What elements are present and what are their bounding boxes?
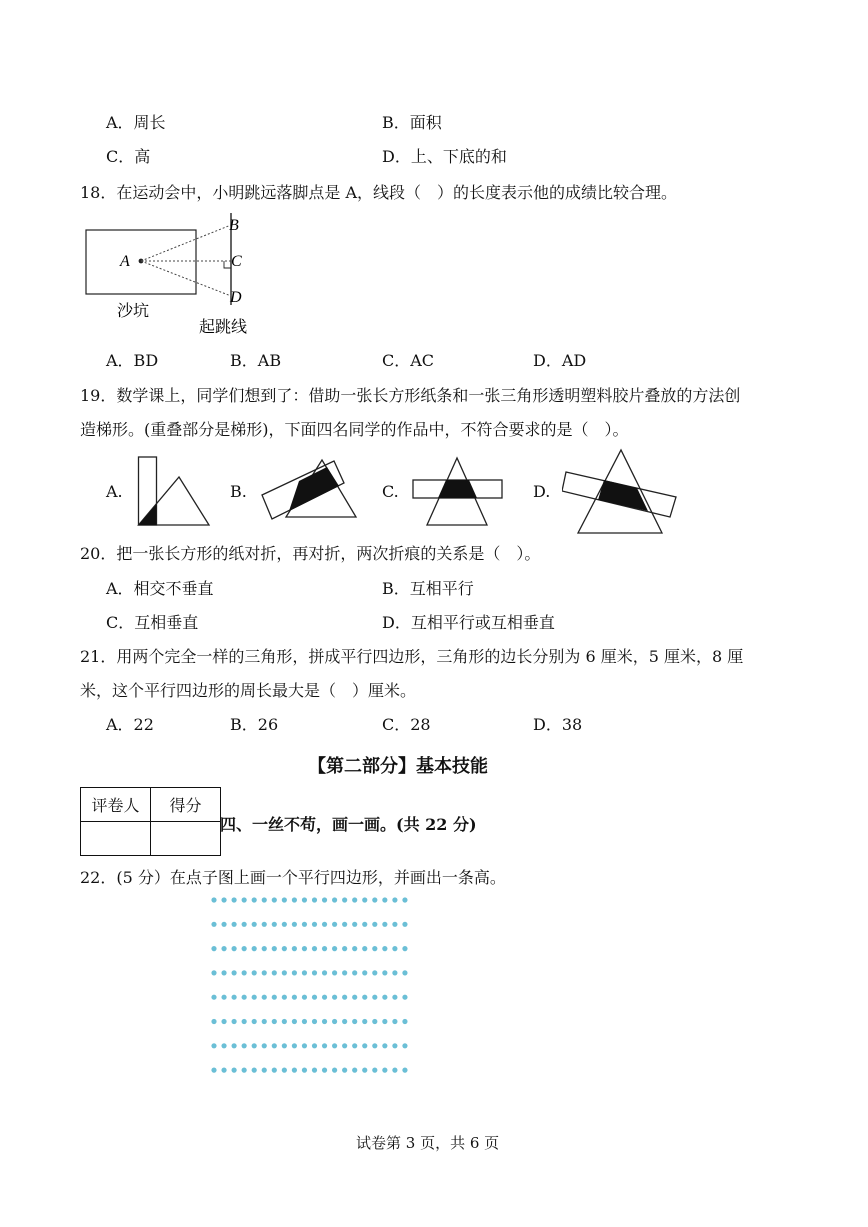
grid-dot <box>352 922 357 927</box>
grid-dot <box>282 946 287 951</box>
grid-dot <box>272 1043 277 1048</box>
q18-option-b: B．AB <box>230 351 282 370</box>
grid-dot <box>362 1068 367 1073</box>
grid-dot <box>402 897 407 902</box>
grid-dot <box>342 1043 347 1048</box>
grid-dot <box>342 1019 347 1024</box>
grid-dot <box>282 995 287 1000</box>
grid-dot <box>252 970 257 975</box>
grid-dot <box>342 946 347 951</box>
q17-option-a: A．周长 <box>106 113 166 132</box>
q21-stem-line2: 米，这个平行四边形的周长最大是（ ）厘米。 <box>80 681 417 700</box>
grid-dot <box>352 946 357 951</box>
grid-dot <box>312 995 317 1000</box>
grid-dot <box>292 922 297 927</box>
grid-dot <box>382 1043 387 1048</box>
grader-cell[interactable] <box>81 822 151 856</box>
grid-dot <box>262 922 267 927</box>
grid-dot <box>211 1068 216 1073</box>
grid-dot <box>232 970 237 975</box>
grid-dot <box>342 970 347 975</box>
grid-dot <box>302 946 307 951</box>
grid-dot <box>282 897 287 902</box>
q19-figure-b <box>256 455 362 527</box>
grid-dot <box>382 946 387 951</box>
grid-dot <box>402 922 407 927</box>
grid-dot <box>211 1019 216 1024</box>
grid-dot <box>232 995 237 1000</box>
grid-dot <box>322 1068 327 1073</box>
grid-dot <box>262 970 267 975</box>
grid-dot <box>322 922 327 927</box>
grader-header: 评卷人 <box>81 788 151 822</box>
grid-dot <box>402 1043 407 1048</box>
grid-dot <box>242 897 247 902</box>
grid-dot <box>272 1019 277 1024</box>
take-off-line-label: 起跳线 <box>199 317 248 336</box>
grid-dot <box>292 995 297 1000</box>
grid-dot <box>362 970 367 975</box>
grid-dot <box>392 922 397 927</box>
grid-dot <box>302 1043 307 1048</box>
grid-dot <box>221 995 226 1000</box>
q18-option-c: C．AC <box>382 351 435 370</box>
grid-dot <box>252 1068 257 1073</box>
grid-dot <box>252 897 257 902</box>
grid-dot <box>342 995 347 1000</box>
grid-dot <box>382 970 387 975</box>
grid-dot <box>382 897 387 902</box>
q19-label-c: C. <box>382 482 399 501</box>
grid-dot <box>352 1043 357 1048</box>
grid-dot <box>221 1043 226 1048</box>
grid-dot <box>322 1043 327 1048</box>
score-header: 得分 <box>151 788 221 822</box>
grid-dot <box>322 897 327 902</box>
grid-dot <box>392 1019 397 1024</box>
q21-option-d: D．38 <box>533 715 583 734</box>
q17-option-b: B．面积 <box>382 113 442 132</box>
grid-dot <box>352 1019 357 1024</box>
grid-dot <box>382 995 387 1000</box>
grid-dot <box>342 897 347 902</box>
grid-dot <box>262 995 267 1000</box>
grid-dot <box>332 946 337 951</box>
grid-dot <box>402 1019 407 1024</box>
grid-dot <box>272 995 277 1000</box>
grid-dot <box>221 1068 226 1073</box>
grid-dot <box>262 1019 267 1024</box>
grid-dot <box>402 1068 407 1073</box>
grid-dot <box>332 1019 337 1024</box>
grid-dot <box>242 922 247 927</box>
grid-dot <box>372 922 377 927</box>
grid-dot <box>362 946 367 951</box>
q21-option-c: C．28 <box>382 715 431 734</box>
grid-dot <box>322 995 327 1000</box>
grid-dot <box>312 946 317 951</box>
grid-dot <box>272 897 277 902</box>
grid-dot <box>211 995 216 1000</box>
grid-dot <box>362 1043 367 1048</box>
grid-dot <box>342 922 347 927</box>
q19-figure-c <box>410 453 506 529</box>
grid-dot <box>282 970 287 975</box>
grid-dot <box>252 1043 257 1048</box>
grid-dot <box>292 946 297 951</box>
grid-dot <box>312 1043 317 1048</box>
grid-dot <box>262 1043 267 1048</box>
q17-option-d: D．上、下底的和 <box>382 147 507 166</box>
grid-dot <box>282 1043 287 1048</box>
grid-dot <box>242 970 247 975</box>
grid-dot <box>232 1019 237 1024</box>
grid-dot <box>372 995 377 1000</box>
q18-stem: 18．在运动会中，小明跳远落脚点是 A，线段（ ）的长度表示他的成绩比较合理。 <box>80 183 678 202</box>
grid-dot <box>312 1068 317 1073</box>
grid-dot <box>232 897 237 902</box>
grid-dot <box>402 946 407 951</box>
q19-label-a: A. <box>106 482 123 501</box>
grader-score-table <box>80 787 221 856</box>
grid-dot <box>272 922 277 927</box>
grid-dot <box>292 970 297 975</box>
grid-dot <box>392 1043 397 1048</box>
grid-dot <box>372 1043 377 1048</box>
grid-dot <box>292 1068 297 1073</box>
grid-dot <box>372 897 377 902</box>
grid-dot <box>272 946 277 951</box>
q19-figure-d <box>562 447 680 537</box>
q19-stem-line2: 造梯形。(重叠部分是梯形)，下面四名同学的作品中，不符合要求的是（ ）。 <box>80 420 629 439</box>
grid-dot <box>232 922 237 927</box>
grid-dot <box>211 946 216 951</box>
grid-dot <box>312 1019 317 1024</box>
grid-dot <box>302 1019 307 1024</box>
grid-dot <box>252 946 257 951</box>
grid-dot <box>272 1068 277 1073</box>
point-a-label: A <box>120 253 130 270</box>
grid-dot <box>362 1019 367 1024</box>
grid-dot <box>282 1068 287 1073</box>
grid-dot <box>332 1043 337 1048</box>
grid-dot <box>312 922 317 927</box>
grid-dot <box>302 1068 307 1073</box>
grid-dot <box>352 1068 357 1073</box>
grid-dot <box>211 922 216 927</box>
grid-dot <box>322 970 327 975</box>
grid-dot <box>292 897 297 902</box>
q20-option-b: B．互相平行 <box>382 579 474 598</box>
grid-dot <box>232 1068 237 1073</box>
grid-dot <box>252 995 257 1000</box>
grid-dot <box>362 995 367 1000</box>
grid-dot <box>372 1068 377 1073</box>
grid-dot <box>221 897 226 902</box>
grid-dot <box>372 946 377 951</box>
q21-stem-line1: 21．用两个完全一样的三角形，拼成平行四边形，三角形的边长分别为 6 厘米，5 厘米，8 厘 <box>80 647 744 666</box>
dot-grid[interactable] <box>200 888 420 1078</box>
grid-dot <box>242 995 247 1000</box>
q18-long-jump-figure <box>80 210 270 340</box>
grid-dot <box>392 897 397 902</box>
grid-dot <box>242 1019 247 1024</box>
q19-stem-line1: 19．数学课上，同学们想到了：借助一张长方形纸条和一张三角形透明塑料胶片叠放的方法创 <box>80 386 741 405</box>
q21-option-b: B．26 <box>230 715 279 734</box>
grid-dot <box>221 946 226 951</box>
grid-dot <box>402 970 407 975</box>
q22-stem: 22．(5 分）在点子图上画一个平行四边形，并画出一条高。 <box>80 868 506 887</box>
grid-dot <box>211 897 216 902</box>
q20-option-a: A．相交不垂直 <box>106 579 214 598</box>
grid-dot <box>282 922 287 927</box>
score-cell[interactable] <box>151 822 221 856</box>
grid-dot <box>392 970 397 975</box>
grid-dot <box>221 970 226 975</box>
point-c-label: C <box>231 253 242 270</box>
grid-dot <box>332 970 337 975</box>
q20-stem: 20．把一张长方形的纸对折，再对折，两次折痕的关系是（ ）。 <box>80 544 541 563</box>
grid-dot <box>382 1068 387 1073</box>
grid-dot <box>232 946 237 951</box>
q17-option-c: C．高 <box>106 147 151 166</box>
grid-dot <box>352 995 357 1000</box>
sand-pit-label: 沙坑 <box>117 301 150 320</box>
grid-dot <box>232 1043 237 1048</box>
grid-dot <box>221 922 226 927</box>
grid-dot <box>352 970 357 975</box>
grid-dot <box>372 970 377 975</box>
q19-label-d: D. <box>533 482 551 501</box>
grid-dot <box>322 1019 327 1024</box>
grid-dot <box>242 1043 247 1048</box>
grid-dot <box>392 995 397 1000</box>
q21-option-a: A．22 <box>106 715 154 734</box>
grid-dot <box>262 1068 267 1073</box>
q20-option-d: D．互相平行或互相垂直 <box>382 613 555 632</box>
grid-dot <box>392 1068 397 1073</box>
grid-dot <box>242 946 247 951</box>
grid-dot <box>211 1043 216 1048</box>
grid-dot <box>252 922 257 927</box>
grid-dot <box>332 995 337 1000</box>
grid-dot <box>362 897 367 902</box>
grid-dot <box>372 1019 377 1024</box>
grid-dot <box>382 922 387 927</box>
page-footer: 试卷第 3 页，共 6 页 <box>356 1134 500 1152</box>
grid-dot <box>382 1019 387 1024</box>
grid-dot <box>262 946 267 951</box>
grid-dot <box>302 922 307 927</box>
grid-dot <box>211 970 216 975</box>
point-d-label: D <box>230 289 242 306</box>
grid-dot <box>392 946 397 951</box>
grid-dot <box>302 995 307 1000</box>
grid-dot <box>332 922 337 927</box>
grid-dot <box>302 897 307 902</box>
grid-dot <box>221 1019 226 1024</box>
grid-dot <box>352 897 357 902</box>
q18-option-a: A．BD <box>106 351 159 370</box>
grid-dot <box>322 946 327 951</box>
grid-dot <box>312 970 317 975</box>
q19-label-b: B. <box>230 482 247 501</box>
q18-option-d: D．AD <box>533 351 587 370</box>
grid-dot <box>332 897 337 902</box>
grid-dot <box>402 995 407 1000</box>
grid-dot <box>342 1068 347 1073</box>
grid-dot <box>272 970 277 975</box>
q20-option-c: C．互相垂直 <box>106 613 199 632</box>
grid-dot <box>292 1019 297 1024</box>
grid-dot <box>242 1068 247 1073</box>
grid-dot <box>252 1019 257 1024</box>
grid-dot <box>292 1043 297 1048</box>
grid-dot <box>312 897 317 902</box>
grid-dot <box>302 970 307 975</box>
grid-dot <box>262 897 267 902</box>
grid-dot <box>362 922 367 927</box>
section4-title: 四、一丝不苟，画一画。(共 22 分) <box>220 815 477 834</box>
point-b-label: B <box>229 217 239 234</box>
part2-title: 【第二部分】基本技能 <box>308 756 488 777</box>
q19-figure-a <box>136 455 216 529</box>
grid-dot <box>332 1068 337 1073</box>
grid-dot <box>282 1019 287 1024</box>
